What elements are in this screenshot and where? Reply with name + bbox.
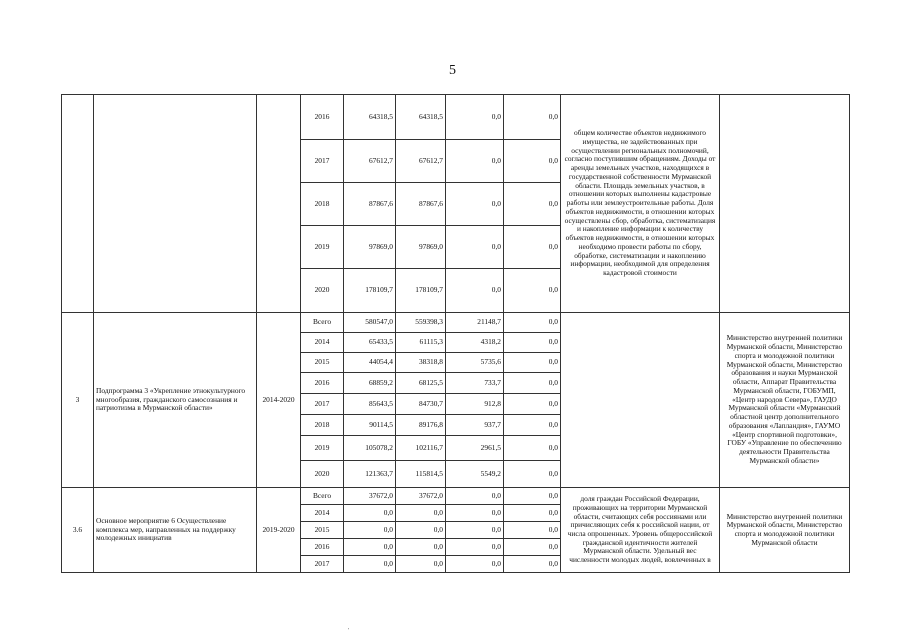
year-cell: 2020 [301, 461, 344, 488]
year-cell: 2018 [301, 415, 344, 436]
year-cell: Всего [301, 313, 344, 333]
value-cell: 912,8 [446, 394, 504, 415]
value-cell: 0,0 [504, 394, 561, 415]
name-cell: Основное мероприятие 6 Осуществление комплекса мер, направленных на поддержку молодежных инициатив [94, 488, 257, 573]
value-cell: 0,0 [504, 313, 561, 333]
name-cell: Подпрограмма 3 «Укрепление этнокультурного многообразия, гражданского самосознания и патриотизма в Мурманской области» [94, 313, 257, 488]
year-cell: 2016 [301, 539, 344, 556]
indicator-cell: общем количестве объектов недвижимого имущества, не задействованных при осуществлении региональных полномочий, согласно поступившим обращениям. Доходы от аренды земельных участков, находящихся в государственной собственности Мурманской области. Площадь земельных участков, в отношении которых выполнены кадастровые работы или землеустроительные работы. Доля объектов недвижимости, в отношении которых осуществлены сбор, обработка, систематизация и накопление информации к количеству объектов недвижимости, в отношении которых необходимо провести работы по сбору, обработке, систематизации и накоплению информации, необходимой для определения кадастровой стоимости [561, 95, 720, 313]
total-cell: 0,0 [344, 539, 396, 556]
responsible-cell: Министерство внутренней политики Мурманской области, Министерство спорта и молодежной политики Мурманской области, Министерство образования и науки Мурманской области, Аппарат Правительства Мурманской области, ГОБУМП, «Центр народов Севера», ГАУДО Мурманской области «Мурманский областной центр дополнительного образования «Лапландия», ГАУМО «Центр спортивной подготовки», ГОБУ «Управление по обеспечению деятельности Правительства Мурманской области» [720, 313, 850, 488]
federal-cell: 559398,3 [396, 313, 446, 333]
federal-cell: 0,0 [396, 556, 446, 573]
program-table [61, 94, 850, 573]
federal-cell: 89176,8 [396, 415, 446, 436]
value-cell: 0,0 [446, 95, 504, 140]
value-cell: 0,0 [504, 461, 561, 488]
year-cell: 2017 [301, 140, 344, 183]
responsible-cell: Министерство внутренней политики Мурманской области, Министерство спорта и молодежной политики Мурманской области [720, 488, 850, 573]
table-row [62, 488, 850, 505]
value-cell: 0,0 [504, 505, 561, 522]
value-cell: 0,0 [446, 183, 504, 226]
year-cell: 2016 [301, 95, 344, 140]
value-cell: 0,0 [446, 539, 504, 556]
row-number-cell [62, 95, 94, 313]
total-cell: 580547,0 [344, 313, 396, 333]
total-cell: 44054,4 [344, 353, 396, 373]
total-cell: 64318,5 [344, 95, 396, 140]
value-cell: 0,0 [504, 353, 561, 373]
stray-mark: ' [348, 628, 350, 634]
period-cell [257, 95, 301, 313]
federal-cell: 0,0 [396, 505, 446, 522]
total-cell: 68859,2 [344, 373, 396, 394]
total-cell: 85643,5 [344, 394, 396, 415]
name-cell [94, 95, 257, 313]
year-cell: 2019 [301, 436, 344, 461]
page-number: 5 [449, 63, 456, 78]
year-cell: 2019 [301, 226, 344, 269]
year-cell: 2017 [301, 394, 344, 415]
total-cell: 65433,5 [344, 333, 396, 353]
value-cell: 4318,2 [446, 333, 504, 353]
value-cell: 0,0 [504, 436, 561, 461]
federal-cell: 68125,5 [396, 373, 446, 394]
value-cell: 0,0 [446, 269, 504, 313]
value-cell: 0,0 [504, 269, 561, 313]
table-row [62, 313, 850, 333]
value-cell: 0,0 [504, 95, 561, 140]
federal-cell: 102116,7 [396, 436, 446, 461]
period-cell: 2014-2020 [257, 313, 301, 488]
value-cell: 937,7 [446, 415, 504, 436]
table-row [62, 95, 850, 140]
federal-cell: 115814,5 [396, 461, 446, 488]
value-cell: 0,0 [504, 333, 561, 353]
federal-cell: 67612,7 [396, 140, 446, 183]
year-cell: 2016 [301, 373, 344, 394]
value-cell: 2961,5 [446, 436, 504, 461]
value-cell: 0,0 [446, 505, 504, 522]
value-cell: 0,0 [446, 522, 504, 539]
indicator-cell [561, 313, 720, 488]
value-cell: 0,0 [504, 556, 561, 573]
value-cell: 21148,7 [446, 313, 504, 333]
row-number-cell: 3.6 [62, 488, 94, 573]
indicator-cell: доля граждан Российской Федерации, проживающих на территории Мурманской области, считающих себя россиянами или причисляющих себя к российской нации, от числа опрошенных. Уровень общероссийской гражданской идентичности жителей Мурманской области. Удельный вес численности молодых людей, вовлеченных в [561, 488, 720, 573]
federal-cell: 97869,0 [396, 226, 446, 269]
total-cell: 105078,2 [344, 436, 396, 461]
federal-cell: 84730,7 [396, 394, 446, 415]
value-cell: 0,0 [504, 183, 561, 226]
value-cell: 5549,2 [446, 461, 504, 488]
total-cell: 121363,7 [344, 461, 396, 488]
total-cell: 37672,0 [344, 488, 396, 505]
year-cell: 2014 [301, 333, 344, 353]
year-cell: 2020 [301, 269, 344, 313]
value-cell: 5735,6 [446, 353, 504, 373]
federal-cell: 61115,3 [396, 333, 446, 353]
federal-cell: 0,0 [396, 522, 446, 539]
value-cell: 0,0 [446, 488, 504, 505]
total-cell: 178109,7 [344, 269, 396, 313]
value-cell: 0,0 [504, 539, 561, 556]
total-cell: 0,0 [344, 556, 396, 573]
year-cell: 2014 [301, 505, 344, 522]
period-cell: 2019-2020 [257, 488, 301, 573]
federal-cell: 64318,5 [396, 95, 446, 140]
value-cell: 0,0 [504, 226, 561, 269]
federal-cell: 178109,7 [396, 269, 446, 313]
value-cell: 0,0 [504, 415, 561, 436]
federal-cell: 0,0 [396, 539, 446, 556]
federal-cell: 37672,0 [396, 488, 446, 505]
total-cell: 87867,6 [344, 183, 396, 226]
value-cell: 0,0 [504, 488, 561, 505]
value-cell: 0,0 [446, 226, 504, 269]
value-cell: 0,0 [446, 140, 504, 183]
value-cell: 0,0 [504, 522, 561, 539]
year-cell: 2017 [301, 556, 344, 573]
total-cell: 0,0 [344, 522, 396, 539]
federal-cell: 87867,6 [396, 183, 446, 226]
value-cell: 0,0 [446, 556, 504, 573]
value-cell: 0,0 [504, 140, 561, 183]
federal-cell: 38318,8 [396, 353, 446, 373]
total-cell: 97869,0 [344, 226, 396, 269]
value-cell: 0,0 [504, 373, 561, 394]
year-cell: 2015 [301, 522, 344, 539]
year-cell: Всего [301, 488, 344, 505]
total-cell: 0,0 [344, 505, 396, 522]
responsible-cell [720, 95, 850, 313]
value-cell: 733,7 [446, 373, 504, 394]
year-cell: 2018 [301, 183, 344, 226]
row-number-cell: 3 [62, 313, 94, 488]
total-cell: 67612,7 [344, 140, 396, 183]
total-cell: 90114,5 [344, 415, 396, 436]
year-cell: 2015 [301, 353, 344, 373]
